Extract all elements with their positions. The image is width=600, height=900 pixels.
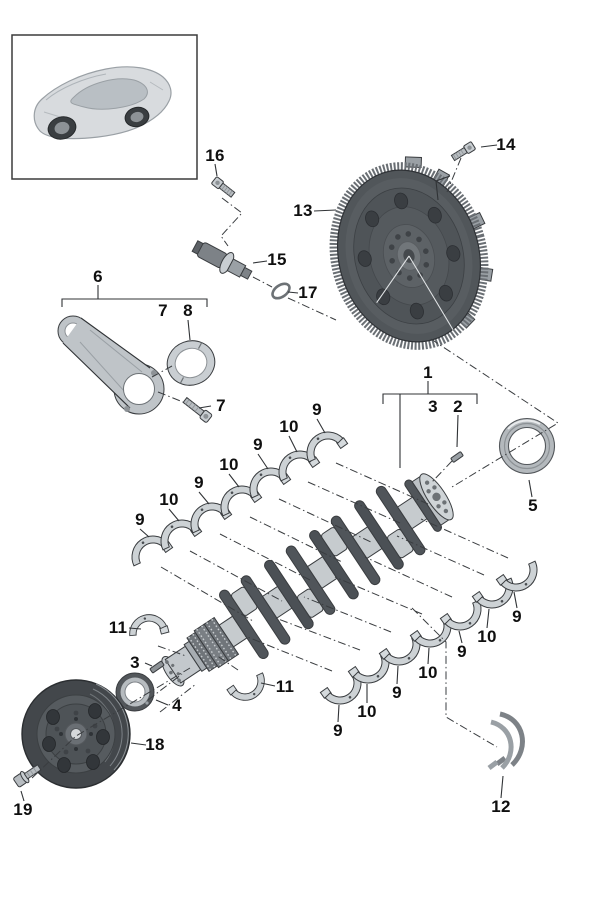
vehicle-thumbnail	[12, 35, 197, 179]
part-label-10-b1: 10	[357, 702, 377, 721]
part-label-1: 1	[423, 363, 433, 382]
part-label-9-t1: 9	[135, 510, 145, 529]
part-label-10-t2: 10	[219, 455, 239, 474]
front-upper-shell-11	[126, 610, 169, 642]
dowel-pin-2	[451, 452, 464, 463]
part-label-7a: 7	[158, 301, 168, 320]
part-label-9-b2: 9	[392, 683, 402, 702]
part-label-3b: 3	[130, 653, 140, 672]
part-label-14: 14	[496, 135, 516, 154]
part-label-9-t4: 9	[312, 400, 322, 419]
part-label-9-b1: 9	[333, 721, 343, 740]
part-label-13: 13	[293, 201, 313, 220]
part-label-10-t1: 10	[159, 490, 179, 509]
part-label-8: 8	[183, 301, 193, 320]
front-lower-shell-11	[227, 667, 272, 708]
part-label-18: 18	[145, 735, 165, 754]
part-label-16: 16	[205, 146, 225, 165]
part-label-11b: 11	[275, 677, 295, 696]
rod-bolt-7	[182, 396, 213, 423]
part-label-15: 15	[267, 250, 287, 269]
part-label-2: 2	[453, 397, 463, 416]
dowel-pin-3	[150, 661, 164, 673]
crankshaft-sensor-15	[190, 236, 256, 285]
part-label-6: 6	[93, 267, 103, 286]
upper-bearing-shells	[124, 423, 348, 571]
part-label-17: 17	[298, 283, 318, 302]
part-label-9-t3: 9	[253, 435, 263, 454]
thrust-washers-12	[489, 714, 522, 768]
part-label-12: 12	[491, 797, 511, 816]
part-label-5: 5	[528, 496, 538, 515]
pulley-bolt-19	[12, 762, 42, 788]
flywheel	[311, 141, 512, 364]
part-label-4: 4	[172, 696, 182, 715]
flywheel-bolt-14	[451, 141, 476, 161]
part-label-11a: 11	[108, 618, 128, 637]
part-label-10-b3: 10	[477, 627, 497, 646]
part-label-10-b2: 10	[418, 663, 438, 682]
part-label-9-b4: 9	[512, 607, 522, 626]
lower-bearing-shells	[320, 555, 545, 712]
part-label-10-t3: 10	[279, 417, 299, 436]
part-label-3a: 3	[428, 397, 438, 416]
rear-main-seal-5	[500, 419, 555, 474]
part-label-7b: 7	[216, 396, 226, 415]
sensor-bolt-16	[211, 176, 235, 198]
connecting-rod	[58, 316, 164, 414]
rod-bearing-shell-8	[161, 334, 221, 392]
crankshaft	[145, 459, 466, 709]
part-label-19: 19	[13, 800, 33, 819]
part-label-9-b3: 9	[457, 642, 467, 661]
part-label-9-t2: 9	[194, 473, 204, 492]
